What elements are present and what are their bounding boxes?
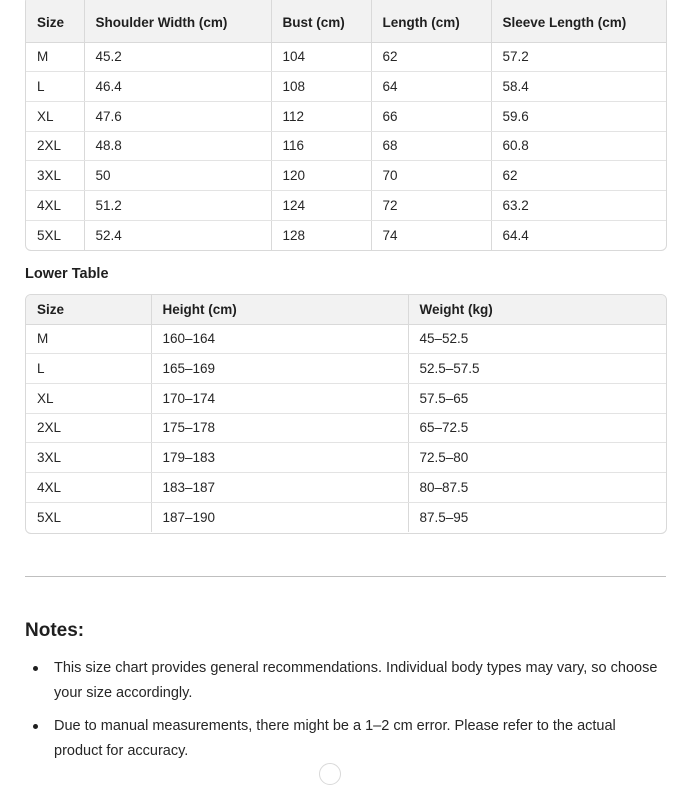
section-divider bbox=[25, 576, 666, 577]
table-cell: 63.2 bbox=[491, 190, 666, 220]
table-cell: 179–183 bbox=[151, 443, 408, 473]
table-cell: 5XL bbox=[26, 220, 84, 250]
table-cell: 128 bbox=[271, 220, 371, 250]
column-header-size: Size bbox=[26, 0, 84, 42]
notes-list bbox=[25, 656, 665, 772]
table-row bbox=[26, 383, 666, 413]
column-header-shoulder-width: Shoulder Width (cm) bbox=[84, 0, 271, 42]
column-header-weight: Weight (kg) bbox=[408, 295, 666, 324]
table-cell: 64.4 bbox=[502, 227, 529, 243]
table-cell: 80–87.5 bbox=[408, 472, 666, 502]
table-cell: 87.5–95 bbox=[419, 509, 469, 525]
table-cell: 45.2 bbox=[84, 42, 271, 72]
table-cell: 46.4 bbox=[84, 72, 271, 102]
table-cell: 48.8 bbox=[84, 131, 271, 161]
table-cell: 50 bbox=[84, 161, 271, 191]
table-row bbox=[26, 220, 666, 250]
table-cell: 112 bbox=[271, 101, 371, 131]
table-cell: 165–169 bbox=[151, 354, 408, 384]
table-cell: 2XL bbox=[26, 413, 151, 443]
note-text: Due to manual measurements, there might be a 1–2 cm error. Please refer to the actual product for accuracy. bbox=[54, 718, 616, 759]
table-header-row bbox=[26, 0, 666, 42]
table-row bbox=[26, 161, 666, 191]
lower-size-table bbox=[26, 295, 666, 532]
list-item bbox=[25, 656, 665, 706]
table-row bbox=[26, 324, 666, 354]
table-cell: 170–174 bbox=[151, 383, 408, 413]
table-cell: 160–164 bbox=[151, 324, 408, 354]
table-cell: 74 bbox=[371, 220, 491, 250]
table-cell: M bbox=[26, 324, 151, 354]
table-cell: 60.8 bbox=[491, 131, 666, 161]
table-cell: 70 bbox=[371, 161, 491, 191]
table-cell: 72 bbox=[371, 190, 491, 220]
column-header-bust: Bust (cm) bbox=[271, 0, 371, 42]
table-cell: 62 bbox=[371, 42, 491, 72]
table-cell: 57.2 bbox=[491, 42, 666, 72]
table-cell: 120 bbox=[271, 161, 371, 191]
table-row bbox=[26, 443, 666, 473]
column-header-sleeve-length: Sleeve Length (cm) bbox=[491, 0, 666, 42]
scroll-down-button[interactable] bbox=[319, 763, 341, 785]
bullet-icon bbox=[33, 666, 38, 671]
bullet-icon bbox=[33, 724, 38, 729]
note-text: This size chart provides general recommendations. Individual body types may vary, so choose your size accordingly. bbox=[54, 660, 658, 701]
table-cell: 72.5–80 bbox=[408, 443, 666, 473]
table-cell: 45–52.5 bbox=[408, 324, 666, 354]
list-item bbox=[25, 714, 665, 764]
notes-heading: Notes: bbox=[25, 620, 85, 641]
table-cell: 68 bbox=[371, 131, 491, 161]
table-cell: 124 bbox=[271, 190, 371, 220]
table-cell: 104 bbox=[271, 42, 371, 72]
table-header-row bbox=[26, 295, 666, 324]
column-header-length: Length (cm) bbox=[371, 0, 491, 42]
table-cell: 108 bbox=[271, 72, 371, 102]
table-row bbox=[26, 72, 666, 102]
table-cell: 51.2 bbox=[84, 190, 271, 220]
table-row bbox=[26, 413, 666, 443]
table-cell: M bbox=[26, 42, 84, 72]
table-row bbox=[26, 131, 666, 161]
table-row bbox=[26, 354, 666, 384]
table-cell: 3XL bbox=[26, 443, 151, 473]
table-cell: 183–187 bbox=[151, 472, 408, 502]
table-cell: 59.6 bbox=[491, 101, 666, 131]
lower-size-table-container bbox=[25, 294, 667, 534]
table-cell: L bbox=[26, 354, 151, 384]
table-cell: 3XL bbox=[26, 161, 84, 191]
table-cell: 187–190 bbox=[151, 502, 408, 532]
table-row bbox=[26, 472, 666, 502]
table-cell: 4XL bbox=[26, 472, 151, 502]
table-cell: 116 bbox=[271, 131, 371, 161]
table-cell: L bbox=[26, 72, 84, 102]
table-cell: 47.6 bbox=[84, 101, 271, 131]
table-cell: 66 bbox=[371, 101, 491, 131]
upper-size-table-container bbox=[25, 0, 667, 251]
upper-size-table bbox=[26, 0, 666, 250]
table-cell: 65–72.5 bbox=[408, 413, 666, 443]
table-cell: 2XL bbox=[26, 131, 84, 161]
table-cell: 57.5–65 bbox=[408, 383, 666, 413]
table-cell: 58.4 bbox=[491, 72, 666, 102]
table-row bbox=[26, 502, 666, 532]
lower-table-heading: Lower Table bbox=[25, 266, 109, 282]
table-cell: 4XL bbox=[26, 190, 84, 220]
table-cell: 52.5–57.5 bbox=[408, 354, 666, 384]
table-row bbox=[26, 42, 666, 72]
table-cell: XL bbox=[26, 101, 84, 131]
column-header-size: Size bbox=[26, 295, 151, 324]
table-cell: 64 bbox=[371, 72, 491, 102]
table-row bbox=[26, 101, 666, 131]
table-cell: XL bbox=[26, 383, 151, 413]
column-header-height: Height (cm) bbox=[151, 295, 408, 324]
table-row bbox=[26, 190, 666, 220]
table-cell: 175–178 bbox=[151, 413, 408, 443]
table-cell: 5XL bbox=[26, 502, 151, 532]
table-cell: 52.4 bbox=[84, 220, 271, 250]
table-cell: 62 bbox=[491, 161, 666, 191]
